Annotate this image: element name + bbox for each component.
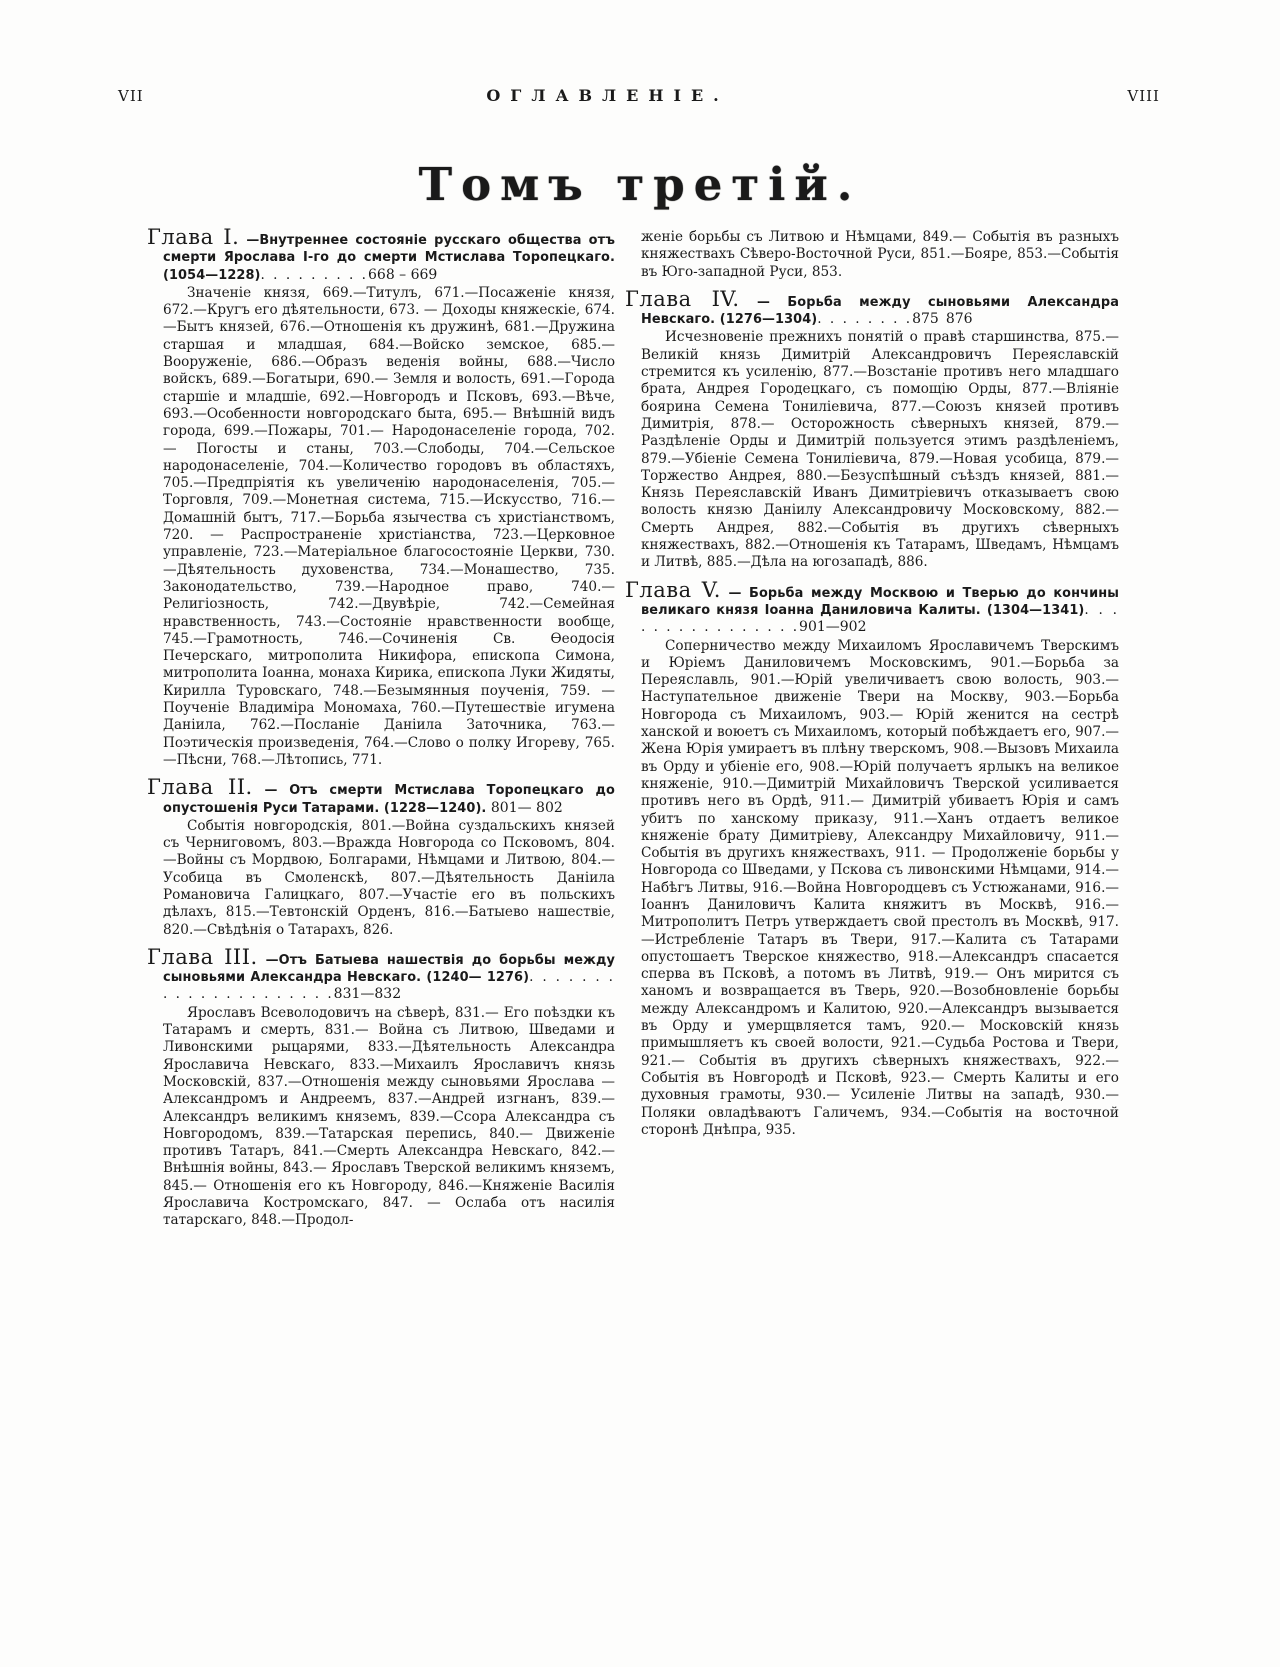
toc-chapter-heading	[147, 944, 615, 1004]
toc-body-paragraph: Значеніе князя, 669.—Титулъ, 671.—Посаженіе князя, 672.—Кругъ его дѣятельности, 673. — Доходы княжескіе, 674.—Бытъ князей, 676.—Отношенія къ дружинѣ, 681.—Дружина старшая и младшая, 684.—Войско земское, 685.—Вооруженіе, 686.—Образъ веденія войны, 688.—Число войскъ, 689.—Богатыри, 690.— Земля и волость, 691.—Города старшіе и младшіе, 692.—Новгородъ и Псковъ, 693.—Вѣче, 693.—Особенности новгородскаго быта, 695.— Внѣшній видъ города, 699.—Пожары, 701.— Народонаселеніе города, 702. — Погосты и станы, 703.—Слободы, 704.—Сельское народонаселеніе, 704.—Количество городовъ въ областяхъ, 705.—Предпріятія къ увеличенію народонаселенія, 705.—Торговля, 709.—Монетная система, 715.—Искусство, 716.—Домашній бытъ, 717.—Борьба язычества съ христіанствомъ, 720. — Распространеніе христіанства, 723.—Церковное управленіе, 723.—Матеріальное благосостояніе Церкви, 730.—Дѣятельность духовенства, 734.—Монашество, 735. Законодательство, 739.—Народное право, 740.— Религіозность, 742.—Двувѣріе, 742.—Семейная нравственность, 743.—Состояніе нравственности вообще, 745.—Грамотность, 746.—Сочиненія Св. Ѳеодосія Печерскаго, митрополита Никифора, епископа Симона, митрополита Іоанна, монаха Кирика, епископа Луки Жидяты, Кирилла Туровскаго, 748.—Безымянныя поученія, 759. — Поученіе Владиміра Мономаха, 760.—Путешествіе игумена Даніила, 762.—Посланіе Даніила Заточника, 763.—Поэтическія произведенія, 764.—Слово о полку Игореву, 765.—Пѣсни, 768.—Лѣтопись, 771.	[163, 284, 615, 768]
chapter-page-range: 875 876	[912, 311, 973, 328]
page-header	[118, 86, 1160, 105]
toc-body-paragraph: Событія новгородскія, 801.—Война суздальскихъ князей съ Черниговомъ, 803.—Вражда Новгорода со Псковомъ, 804.—Войны съ Мордвою, Болгарами, Нѣмцами и Литвою, 804.— Усобица въ Смоленскѣ, 807.—Дѣятельность Даніила Романовича Галицкаго, 807.—Участіе его въ польскихъ дѣлахъ, 815.—Тевтонскій Орденъ, 816.—Батыево нашествіе, 820.—Свѣдѣнія о Татарахъ, 826.	[163, 817, 615, 938]
chapter-label: Глава I.	[147, 225, 240, 249]
toc-chapter-heading	[147, 225, 615, 284]
right-folio: VIII	[1127, 87, 1160, 105]
chapter-label: Глава II.	[147, 775, 253, 800]
chapter-page-range: 901—902	[799, 619, 867, 636]
chapter-label: Глава IV.	[625, 286, 740, 311]
toc-column-left	[147, 225, 615, 1230]
dot-leader: . . . . . . . . .	[260, 266, 368, 283]
toc-columns	[147, 225, 1119, 1230]
chapter-page-range: 668 – 669	[368, 266, 438, 283]
chapter-label: Глава V.	[625, 577, 721, 602]
chapter-title: — Отъ смерти Мстислава Торопецкаго до опустошенія Руси Татарами. (1228—1240).	[163, 783, 615, 816]
chapter-page-range: 801— 802	[486, 799, 563, 816]
toc-chapter-heading	[625, 286, 1119, 329]
toc-body-paragraph: Ярославъ Всеволодовичъ на сѣверѣ, 831.— Его поѣздки къ Татарамъ и смерть, 831.— Война съ Литвою, Шведами и Ливонскими рыцарями, 833.—Дѣятельность Александра Ярославича Невскаго, 833.—Михаилъ Ярославичъ князь Московскій, 837.—Отношенія между сыновьями Ярослава — Александромъ и Андреемъ, 837.—Андрей изгнанъ, 839.—Александръ великимъ княземъ, 839.—Ссора Александра съ Новгородомъ, 839.—Татарская перепись, 840.— Движеніе противъ Татаръ, 841.—Смерть Александра Невскаго, 842.—Внѣшнія войны, 843.— Ярославъ Тверской великимъ княземъ, 845.— Отношенія его къ Новгороду, 846.—Княженіе Василія Ярославича Костромскаго, 847. — Ослаба отъ насилія татарскаго, 848.—Продол-	[163, 1004, 615, 1229]
chapter-title: — Борьба между сыновьями Александра Невскаго. (1276—1304)	[641, 294, 1119, 328]
chapter-page-range: 831—832	[333, 986, 402, 1003]
toc-body-paragraph: Исчезновеніе прежнихъ понятій о правѣ старшинства, 875.—Великій князь Димитрій Александровичъ Переяславскій стремится къ усиленію, 877.—Возстаніе противъ него младшаго брата, Андрея Городецкаго, съ помощію Орды, 877.—Вліяніе боярина Семена Тониліевича, 877.—Союзъ князей противъ Димитрія, 878.— Осторожность сѣверныхъ князей, 879.—Раздѣленіе Орды и Димитрій пользуется этимъ раздѣленіемъ, 879.—Убіеніе Семена Тониліевича, 879.—Новая усобица, 879.—Торжество Андрея, 880.—Безуспѣшный съѣздъ князей, 881.—Князь Переяславскій Иванъ Димитріевичъ отказываетъ свою волость князю Даніилу Александровичу Московскому, 882.—Смерть Андрея, 882.—Событія въ другихъ сѣверныхъ княжествахъ, 882.—Отношенія къ Татарамъ, Шведамъ, Нѣмцамъ и Литвѣ, 885.—Дѣла на югозападѣ, 886.	[641, 329, 1119, 571]
toc-chapter-heading	[625, 577, 1119, 637]
dot-leader: . . . . . . . .	[817, 311, 913, 328]
chapter-title: — Борьба между Москвою и Тверью до кончины великаго князя Іоанна Даниловича Калиты. (1304—1341)	[641, 585, 1119, 618]
toc-body-paragraph: женіе борьбы съ Литвою и Нѣмцами, 849.— Событія въ разныхъ княжествахъ Сѣверо-Восточной Руси, 851.—Бояре, 853.—Событія въ Юго-западной Руси, 853.	[641, 229, 1119, 280]
chapter-title: —Внутреннее состояніе русскаго общества отъ смерти Ярослава I-го до смерти Мстислава Торопецкаго. (1054—1228)	[163, 233, 615, 283]
dot-leader: . . . . . . . . . . . . . . . . . . . . .	[163, 969, 615, 1003]
dot-leader: . . . . . . . . . . . . . . . .	[641, 601, 1119, 636]
chapter-title: —Отъ Батыева нашествія до борьбы между сыновьями Александра Невскаго. (1240— 1276)	[163, 952, 615, 986]
chapter-label: Глава III.	[147, 944, 258, 969]
running-title: ОГЛАВЛЕНІЕ.	[486, 86, 729, 105]
left-folio: VII	[118, 87, 144, 105]
toc-body-paragraph: Соперничество между Михаиломъ Ярославичемъ Тверскимъ и Юріемъ Даниловичемъ Московскимъ, 901.—Борьба за Переяславль, 901.—Юрій увеличиваетъ свою волость, 903.— Наступательное движеніе Твери на Москву, 903.—Борьба Новгорода съ Михаиломъ, 903.— Юрій женится на сестрѣ ханской и воюетъ съ Михаиломъ, который побѣждаетъ его, 907.— Жена Юрія умираетъ въ плѣну тверскомъ, 908.—Вызовъ Михаила въ Орду и убіеніе его, 908.—Юрій получаетъ ярлыкъ на великое княженіе, 910.—Димитрій Михайловичъ Тверской усиливается противъ него въ Ордѣ, 911.— Димитрій убиваетъ Юрія и самъ убитъ по ханскому приказу, 911.—Ханъ отдаетъ великое княженіе брату Димитріеву, Александру Михайловичу, 911.—Событія въ другихъ княжествахъ, 911. — Продолженіе борьбы у Новгорода со Шведами, у Пскова съ ливонскими Нѣмцами, 914.—Набѣгъ Литвы, 916.—Война Новгородцевъ съ Устюжанами, 916.—Іоаннъ Даниловичъ Калита княжитъ въ Москвѣ, 916.— Митрополитъ Петръ утверждаетъ свой престолъ въ Москвѣ, 917.—Истребленіе Татаръ въ Твери, 917.—Калита съ Татарами опустошаетъ Тверское княжество, 918.—Александръ спасается сперва въ Псковѣ, а потомъ въ Литвѣ, 919.— Онъ мирится съ ханомъ и возвращается въ Тверь, 920.—Возобновленіе борьбы между Александромъ и Калитою, 920.—Александръ вызывается въ Орду и умерщвляется тамъ, 920.— Московскій князь примышляетъ къ своей волости, 921.—Судьба Ростова и Твери, 921.— Событія въ другихъ сѣверныхъ княжествахъ, 922.—Событія въ Новгородѣ и Псковѣ, 923.— Смерть Калиты и его духовныя грамоты, 930.— Усиленіе Литвы на западѣ, 930.—Поляки овладѣваютъ Галичемъ, 934.—Событія на восточной сторонѣ Днѣпра, 935.	[641, 637, 1119, 1138]
volume-title: Томъ третій.	[418, 158, 862, 211]
toc-chapter-heading	[147, 775, 615, 817]
toc-column-right	[625, 229, 1119, 1230]
